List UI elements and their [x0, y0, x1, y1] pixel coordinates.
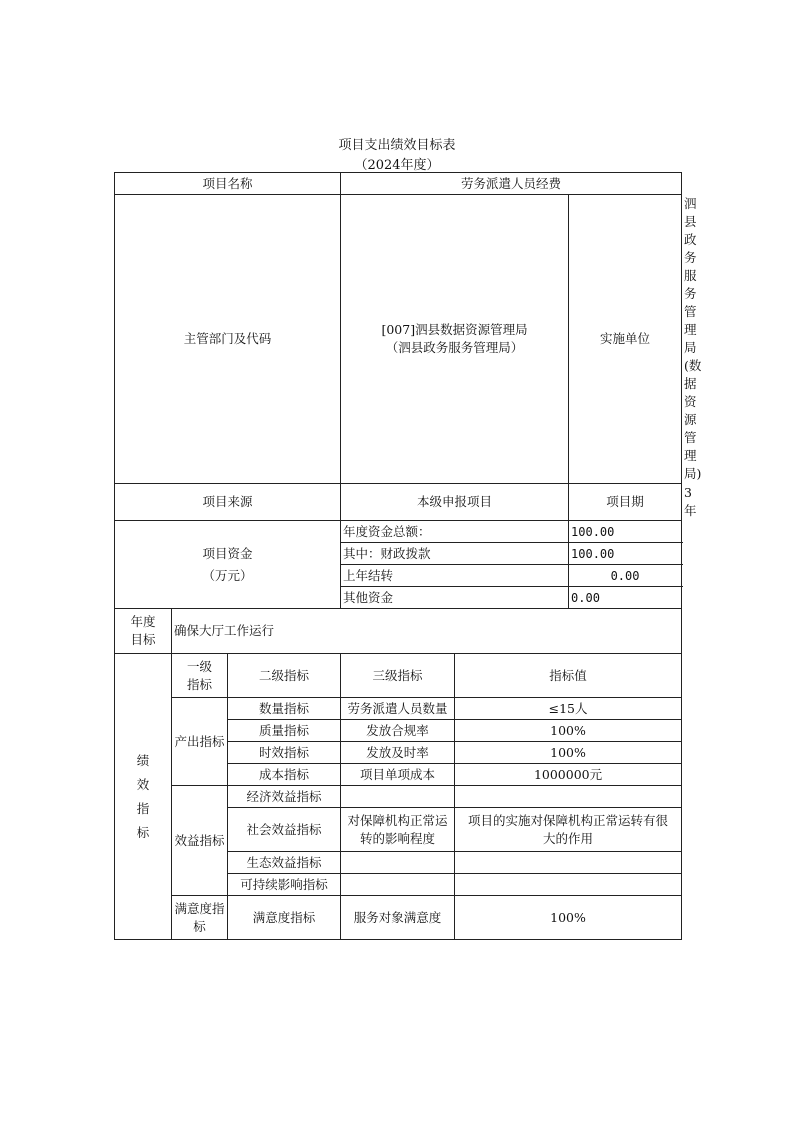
- source-value: 本级申报项目: [341, 484, 569, 521]
- output-value: ≤15人: [455, 698, 682, 720]
- satisfaction-level3: 服务对象满意度: [341, 896, 455, 940]
- output-level2: 质量指标: [228, 720, 341, 742]
- row-funds-total: [115, 521, 682, 543]
- section-char-3: 指: [136, 800, 150, 816]
- output-level2: 时效指标: [228, 742, 341, 764]
- funds-fiscal-value: 100.00: [569, 543, 682, 565]
- annual-goal-label-line1: 年度: [130, 614, 156, 629]
- satisfaction-label-line2: 标: [193, 918, 206, 934]
- benefit-level3: [341, 852, 455, 874]
- benefit-value-line2: 大的作用: [543, 830, 594, 846]
- benefit-value: [455, 786, 682, 808]
- annual-goal-label: [115, 609, 172, 654]
- row-satisfaction: [115, 896, 682, 940]
- department-value-line1: [007]泗县数据资源管理局: [381, 322, 528, 337]
- benefit-level2: 生态效益指标: [228, 852, 341, 874]
- benefit-level2: 可持续影响指标: [228, 874, 341, 896]
- benefit-value: [455, 874, 682, 896]
- project-name-value: 劳务派遣人员经费: [341, 173, 682, 195]
- satisfaction-level2: 满意度指标: [228, 896, 341, 940]
- section-char-4: 标: [136, 824, 150, 840]
- satisfaction-value: 100%: [455, 896, 682, 940]
- output-level3: 发放合规率: [341, 720, 455, 742]
- benefit-level2: 社会效益指标: [228, 808, 341, 852]
- benefit-level3-line1: 对保障机构正常运: [347, 812, 448, 828]
- output-level2: 成本指标: [228, 764, 341, 786]
- department-value: [341, 195, 569, 484]
- benefit-level2: 经济效益指标: [228, 786, 341, 808]
- benefit-level3: [341, 874, 455, 896]
- header-value: 指标值: [455, 654, 682, 698]
- page-subtitle: （2024年度）: [354, 158, 440, 173]
- funds-total-value: 100.00: [569, 521, 682, 543]
- satisfaction-indicator-label: [172, 896, 228, 940]
- performance-indicator-label: [115, 654, 172, 940]
- header-level3: 三级指标: [341, 654, 455, 698]
- section-char-2: 效: [136, 776, 150, 792]
- benefit-level3: [341, 808, 455, 852]
- funds-carryover-label: 上年结转: [341, 565, 569, 587]
- benefit-value-line1: 项目的实施对保障机构正常运转有很: [468, 812, 669, 828]
- period-label: 项目期: [569, 484, 682, 521]
- benefit-level3: [341, 786, 455, 808]
- benefit-value: [455, 852, 682, 874]
- benefit-value: [455, 808, 682, 852]
- row-indicator-header: [115, 654, 682, 698]
- funds-label-line1: 项目资金: [202, 545, 253, 561]
- row-annual-goal: [115, 609, 682, 654]
- funds-carryover-value: 0.00: [569, 565, 682, 587]
- page-title: 项目支出绩效目标表: [338, 138, 456, 153]
- output-indicator-label: 产出指标: [172, 698, 228, 786]
- department-value-line2: （泗县政务服务管理局）: [385, 340, 524, 355]
- funds-label: [115, 521, 341, 609]
- row-output-quantity: [115, 698, 682, 720]
- performance-goal-table: [114, 172, 702, 940]
- row-benefit-economic: [115, 786, 682, 808]
- row-source: 项目来源 本级申报项目 项目期 3年: [115, 484, 682, 521]
- implementing-unit-label: 实施单位: [569, 195, 682, 484]
- output-value: 100%: [455, 742, 682, 764]
- department-label: 主管部门及代码: [115, 195, 341, 484]
- output-level3: 劳务派遣人员数量: [341, 698, 455, 720]
- project-name-label: 项目名称: [115, 173, 341, 195]
- output-value: 100%: [455, 720, 682, 742]
- source-label: 项目来源: [115, 484, 341, 521]
- funds-other-value: 0.00: [569, 587, 682, 609]
- header-level1: [172, 654, 228, 698]
- annual-goal-label-line2: 目标: [130, 632, 156, 647]
- funds-total-label: 年度资金总额：: [341, 521, 569, 543]
- annual-goal-text: 确保大厅工作运行: [172, 609, 682, 654]
- row-department: 主管部门及代码 [007]泗县数据资源管理局 （泗县政务服务管理局） 实施单位 泗县政务服务管理 局(数据资源管理 局): [115, 195, 682, 484]
- row-project-name: [115, 173, 682, 195]
- header-level1-line1: 一级: [186, 658, 212, 674]
- output-value: 1000000元: [455, 764, 682, 786]
- header-level2: 二级指标: [228, 654, 341, 698]
- output-level3: 项目单项成本: [341, 764, 455, 786]
- benefit-indicator-label: 效益指标: [172, 786, 228, 896]
- funds-other-label: 其他资金: [341, 587, 569, 609]
- funds-fiscal-label: 其中：财政拨款: [341, 543, 569, 565]
- section-char-1: 绩: [136, 752, 150, 768]
- header-level1-line2: 指标: [186, 676, 212, 692]
- satisfaction-label-line1: 满意度指: [174, 900, 225, 916]
- funds-label-line2: （万元）: [202, 567, 253, 583]
- output-level2: 数量指标: [228, 698, 341, 720]
- benefit-level3-line2: 转的影响程度: [360, 830, 436, 846]
- output-level3: 发放及时率: [341, 742, 455, 764]
